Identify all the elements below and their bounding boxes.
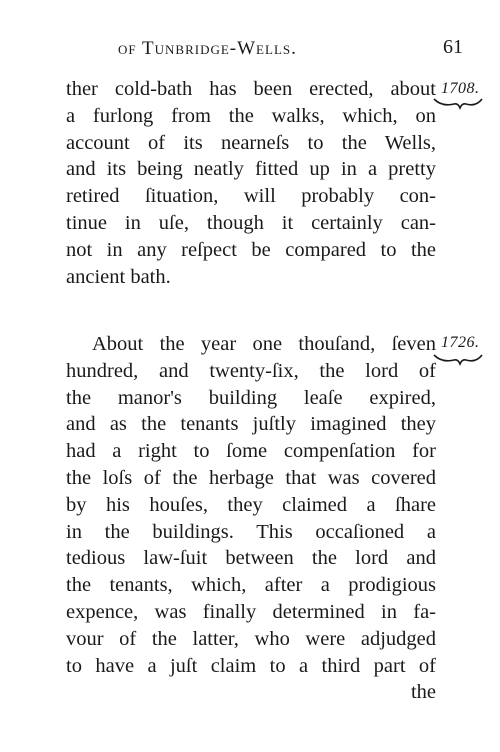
text-line: by his houſes, they claimed a ſhare: [66, 493, 436, 516]
margin-note-year: 1708.: [441, 80, 480, 97]
text-line: account of its nearneſs to the Wells,: [66, 131, 436, 154]
text-line: the manor's building leaſe expired,: [66, 386, 436, 409]
margin-brace-icon: [432, 96, 484, 110]
text-line: and as the tenants juſtly imagined they: [66, 413, 436, 436]
text-line: in the buildings. This occaſioned a: [66, 520, 436, 543]
text-line: a furlong from the walks, which, on: [66, 104, 436, 127]
catchword: the: [410, 681, 436, 704]
text-line: vour of the latter, who were adjudged: [66, 627, 436, 650]
text-line: expence, was finally determined in fa-: [66, 600, 436, 623]
text-line: tedious law-ſuit between the lord and: [66, 547, 436, 570]
paragraph-2: [66, 331, 436, 706]
text-line: not in any reſpect be compared to the: [66, 238, 436, 261]
text-line: ancient bath.: [66, 265, 171, 288]
text-line: retired ſituation, will probably con-: [66, 185, 436, 208]
margin-brace-icon: [432, 352, 484, 366]
page-number: 61: [443, 36, 463, 58]
paragraph-1: [66, 76, 436, 290]
text-line: the loſs of the herbage that was covered: [66, 466, 436, 489]
text-line: hundred, and twenty-ſix, the lord of: [66, 359, 436, 382]
text-line: tinue in uſe, though it certainly can-: [66, 211, 436, 234]
text-line: About the year one thouſand, ſeven: [92, 333, 436, 355]
running-title: of Tunbridge-Wells.: [118, 38, 297, 59]
text-line: and its being neatly fitted up in a pretty: [66, 158, 436, 181]
margin-note-year: 1726.: [441, 334, 480, 351]
text-line: the tenants, which, after a prodigious: [66, 574, 436, 597]
text-line: had a right to ſome compenſation for: [66, 440, 436, 463]
text-line: to have a juſt claim to a third part of: [66, 654, 436, 677]
page-header: [0, 38, 500, 68]
text-line: ther cold-bath has been erected, about: [66, 78, 436, 100]
